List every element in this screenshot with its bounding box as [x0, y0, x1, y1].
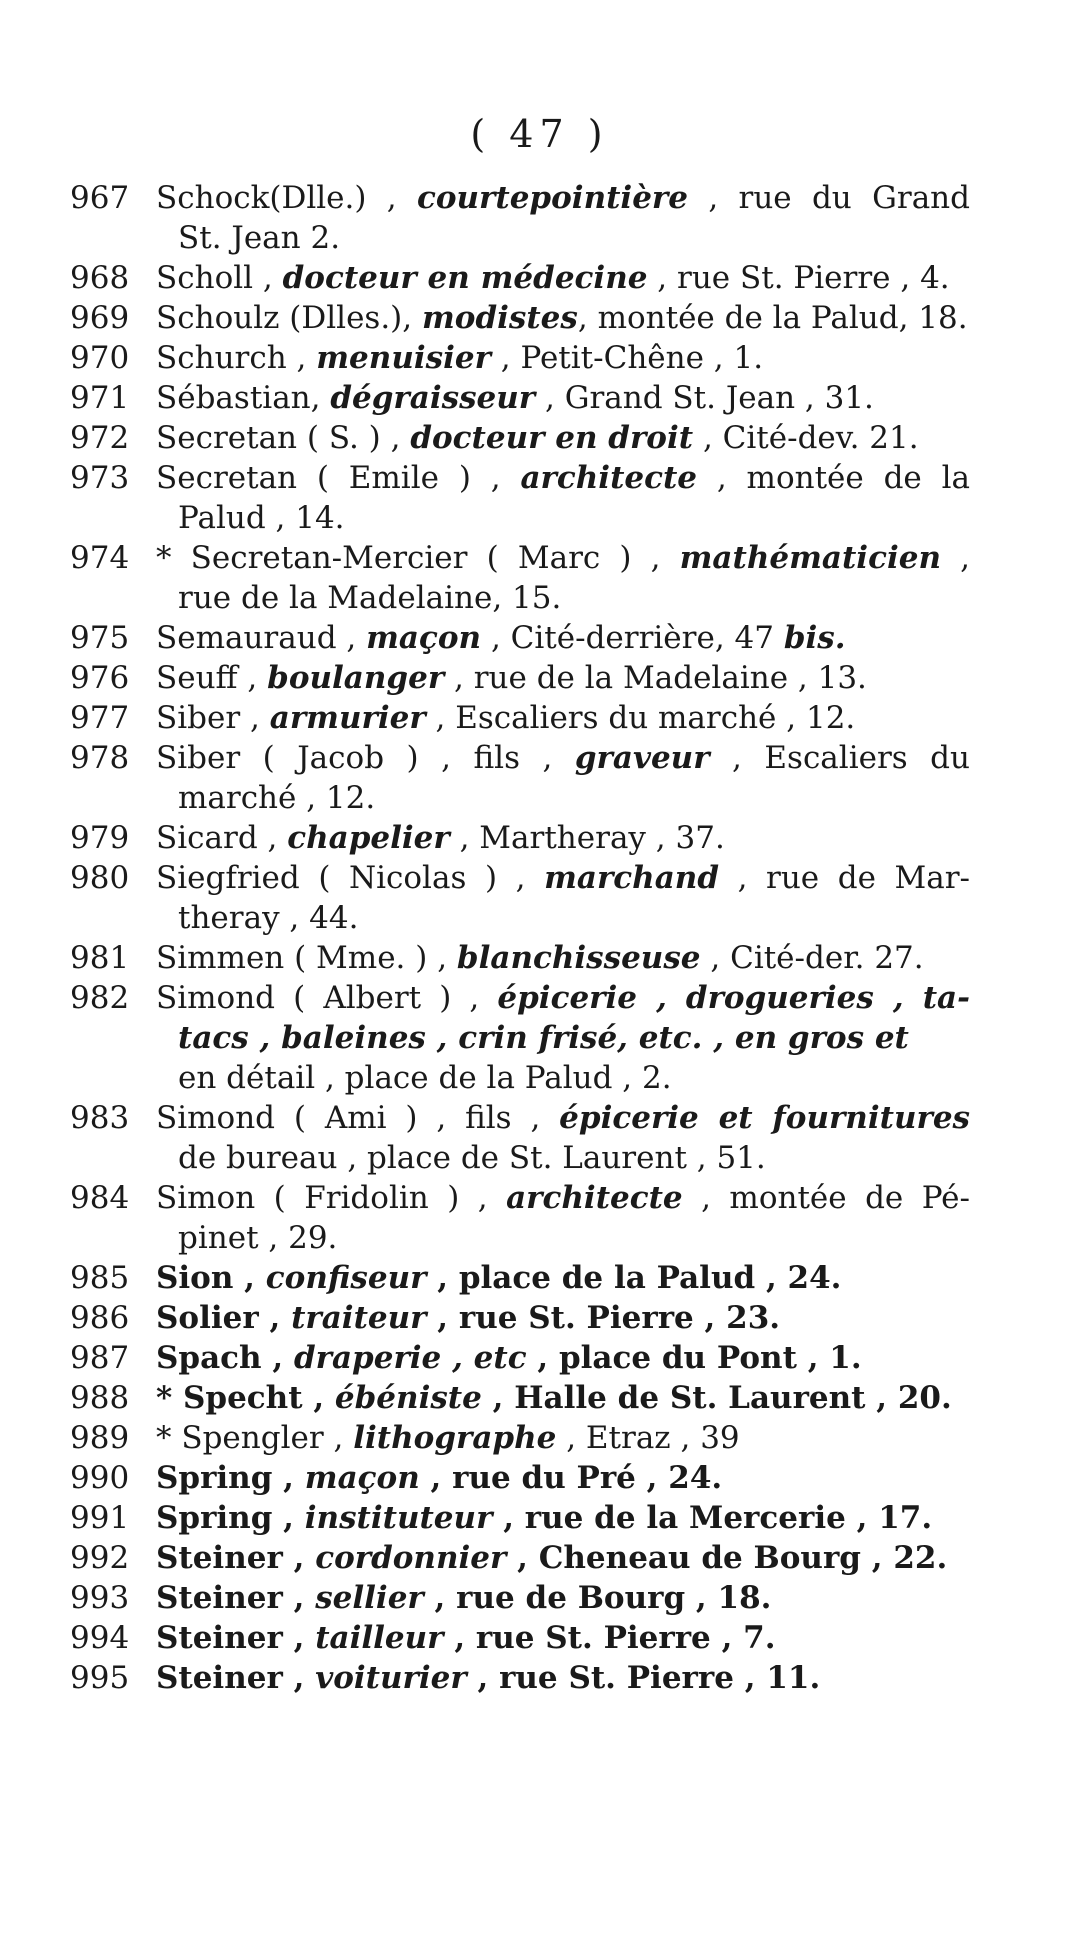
- entry-address: , rue St. Pierre , 11.: [466, 1660, 821, 1696]
- entry-text: [156, 1298, 970, 1338]
- entry-line: [156, 458, 970, 498]
- entry-name: Siegfried ( Nicolas ) ,: [156, 860, 545, 896]
- entry-text: [156, 698, 970, 738]
- entry-text: [156, 618, 970, 658]
- entry-name: Secretan ( Emile ) ,: [156, 460, 521, 496]
- entry-text: [156, 1178, 970, 1258]
- entry-text: [156, 978, 970, 1098]
- entry-address: , rue St. Pierre , 23.: [426, 1300, 781, 1336]
- entry-number: 982: [70, 980, 130, 1016]
- entry-line: [156, 1378, 970, 1418]
- entry-number: 992: [70, 1540, 130, 1576]
- entry-address: , rue du Grand: [687, 180, 970, 216]
- entry-line: [156, 1098, 970, 1138]
- entry-line: [156, 978, 970, 1018]
- entry-address: , rue de Bourg , 18.: [423, 1580, 772, 1616]
- entry-profession: courtepointière: [416, 180, 688, 216]
- entry-number: 979: [70, 820, 130, 856]
- directory-entry: [70, 978, 970, 1098]
- entry-address: , rue de la Mercerie , 17.: [492, 1500, 933, 1536]
- directory-entry: [70, 1578, 970, 1618]
- entry-number: 973: [70, 460, 130, 496]
- entry-address: , montée de Pé-: [682, 1180, 970, 1216]
- entry-name: Seuff ,: [156, 660, 268, 696]
- entry-text: [156, 338, 970, 378]
- entry-profession: architecte: [506, 1180, 683, 1216]
- entry-profession: architecte: [520, 460, 698, 496]
- entry-profession: voiturier: [315, 1660, 467, 1696]
- entry-text: [156, 458, 970, 538]
- entry-line: [156, 1578, 970, 1618]
- entry-text: [156, 1498, 970, 1538]
- entry-continuation: marché , 12.: [178, 780, 376, 816]
- entry-profession: instituteur: [304, 1500, 493, 1536]
- entry-profession: cordonnier: [315, 1540, 507, 1576]
- entry-address: , Escaliers du: [709, 740, 970, 776]
- entry-profession: lithographe: [353, 1420, 557, 1456]
- entry-profession: menuisier: [316, 340, 491, 376]
- entry-continuation: rue de la Madelaine, 15.: [178, 580, 562, 616]
- directory-entry: [70, 938, 970, 978]
- directory-entries: [70, 178, 970, 1698]
- entry-name: Scholl ,: [156, 260, 283, 296]
- entry-name: Schock(Dlle.) ,: [156, 180, 417, 216]
- entry-profession: épicerie et fournitures: [559, 1100, 970, 1136]
- entry-address: , rue St. Pierre , 4.: [647, 260, 950, 296]
- directory-entry: [70, 738, 970, 818]
- entry-number: 971: [70, 380, 130, 416]
- entry-text: [156, 938, 970, 978]
- entry-line: [156, 1178, 970, 1218]
- entry-continuation: theray , 44.: [178, 900, 359, 936]
- entry-number: 986: [70, 1300, 130, 1336]
- entry-text: [156, 1098, 970, 1178]
- entry-number: 991: [70, 1500, 130, 1536]
- entry-name: Simond ( Albert ) ,: [156, 980, 498, 1016]
- entry-continuation: en détail , place de la Palud , 2.: [178, 1060, 672, 1096]
- entry-number: 995: [70, 1660, 130, 1696]
- entry-line: [156, 698, 970, 738]
- entry-profession: bis.: [783, 620, 846, 656]
- entry-address: , Petit-Chêne , 1.: [490, 340, 764, 376]
- entry-address: , Etraz , 39: [556, 1420, 740, 1456]
- entry-line: [156, 298, 970, 338]
- entry-address: , place du Pont , 1.: [526, 1340, 862, 1376]
- entry-name: * Specht ,: [156, 1380, 335, 1416]
- directory-entry: [70, 418, 970, 458]
- entry-profession: sellier: [315, 1580, 424, 1616]
- entry-line: [156, 1258, 970, 1298]
- entry-text: [156, 1458, 970, 1498]
- directory-entry: [70, 258, 970, 298]
- entry-name: Solier ,: [156, 1300, 292, 1336]
- entry-text: [156, 738, 970, 818]
- directory-entry: [70, 1618, 970, 1658]
- entry-name: Steiner ,: [156, 1580, 316, 1616]
- entry-name: Sébastian,: [156, 380, 331, 416]
- entry-name: Spring ,: [156, 1500, 305, 1536]
- entry-number: 994: [70, 1620, 130, 1656]
- entry-line: [156, 618, 970, 658]
- entry-name: Steiner ,: [156, 1540, 316, 1576]
- entry-number: 981: [70, 940, 130, 976]
- entry-address: , Grand St. Jean , 31.: [535, 380, 874, 416]
- entry-number: 987: [70, 1340, 130, 1376]
- entry-line: [156, 1338, 970, 1378]
- entry-profession: blanchisseuse: [456, 940, 701, 976]
- entry-name: Sion ,: [156, 1260, 266, 1296]
- entry-profession: épicerie , drogueries , ta-: [497, 980, 970, 1016]
- entry-profession: armurier: [269, 700, 426, 736]
- entry-name: Simon ( Fridolin ) ,: [156, 1180, 507, 1216]
- entry-line: [156, 658, 970, 698]
- directory-entry: [70, 178, 970, 258]
- entry-text: [156, 178, 970, 258]
- entry-name: Spring ,: [156, 1460, 305, 1496]
- entry-number: 967: [70, 180, 130, 216]
- entry-line: [156, 378, 970, 418]
- entry-number: 980: [70, 860, 130, 896]
- entry-continuation: tacs , baleines , crin frisé, etc. , en gros et: [178, 1020, 909, 1056]
- directory-entry: [70, 1658, 970, 1698]
- entry-name: * Secretan-Mercier ( Marc ) ,: [156, 540, 680, 576]
- entry-line: [156, 1498, 970, 1538]
- entry-text: [156, 1338, 970, 1378]
- entry-name: Secretan ( S. ) ,: [156, 420, 411, 456]
- entry-address: , place de la Palud , 24.: [426, 1260, 842, 1296]
- entry-text: [156, 538, 970, 618]
- entry-number: 974: [70, 540, 130, 576]
- entry-continuation: de bureau , place de St. Laurent , 51.: [178, 1140, 766, 1176]
- entry-text: [156, 1618, 970, 1658]
- entry-profession: dégraisseur: [330, 380, 536, 416]
- entry-address: ,: [941, 540, 970, 576]
- entry-line: [156, 1418, 970, 1458]
- entry-name: Semauraud ,: [156, 620, 367, 656]
- directory-entry: [70, 1378, 970, 1418]
- directory-entry: [70, 538, 970, 618]
- entry-profession: chapelier: [287, 820, 450, 856]
- directory-entry: [70, 1538, 970, 1578]
- entry-continuation: Palud , 14.: [178, 500, 345, 536]
- directory-entry: [70, 1298, 970, 1338]
- entry-number: 977: [70, 700, 130, 736]
- entry-text: [156, 1258, 970, 1298]
- entry-name: Steiner ,: [156, 1660, 316, 1696]
- entry-profession: boulanger: [267, 660, 445, 696]
- directory-entry: [70, 458, 970, 538]
- directory-entry: [70, 1458, 970, 1498]
- entry-profession: docteur en droit: [410, 420, 694, 456]
- entry-text: [156, 298, 970, 338]
- directory-entry: [70, 1258, 970, 1298]
- entry-name: Simond ( Ami ) , fils ,: [156, 1100, 560, 1136]
- entry-line: [156, 1458, 970, 1498]
- entry-name: Spach ,: [156, 1340, 294, 1376]
- entry-number: 976: [70, 660, 130, 696]
- entry-profession: docteur en médecine: [282, 260, 648, 296]
- entry-address: , rue du Pré , 24.: [419, 1460, 723, 1496]
- entry-profession: modistes: [421, 300, 578, 336]
- entry-number: 989: [70, 1420, 130, 1456]
- entry-line: [156, 738, 970, 778]
- entry-address: , rue de la Madelaine , 13.: [444, 660, 867, 696]
- entry-text: [156, 1378, 970, 1418]
- entry-name: Sicard ,: [156, 820, 288, 856]
- directory-entry: [70, 378, 970, 418]
- directory-entry: [70, 698, 970, 738]
- entry-address: , rue St. Pierre , 7.: [443, 1620, 776, 1656]
- directory-entry: [70, 1098, 970, 1178]
- entry-text: [156, 1418, 970, 1458]
- entry-line: [156, 1658, 970, 1698]
- directory-entry: [70, 1178, 970, 1258]
- entry-number: 985: [70, 1260, 130, 1296]
- entry-profession: maçon: [304, 1460, 420, 1496]
- directory-entry: [70, 298, 970, 338]
- entry-line: [156, 538, 970, 578]
- entry-address: , montée de la Palud, 18.: [577, 300, 968, 336]
- entry-number: 990: [70, 1460, 130, 1496]
- entry-profession: draperie , etc: [293, 1340, 527, 1376]
- page-number: ( 47 ): [470, 112, 609, 156]
- entry-text: [156, 1578, 970, 1618]
- entry-text: [156, 418, 970, 458]
- entry-number: 969: [70, 300, 130, 336]
- entry-name: Steiner ,: [156, 1620, 316, 1656]
- entry-number: 978: [70, 740, 130, 776]
- entry-name: * Spengler ,: [156, 1420, 354, 1456]
- entry-number: 984: [70, 1180, 130, 1216]
- entry-profession: graveur: [574, 740, 710, 776]
- entry-address: , Escaliers du marché , 12.: [425, 700, 856, 736]
- directory-entry: [70, 658, 970, 698]
- entry-address: , Cité-dev. 21.: [693, 420, 919, 456]
- entry-address: , Cité-derrière, 47: [481, 620, 784, 656]
- entry-name: Siber ,: [156, 700, 270, 736]
- entry-text: [156, 858, 970, 938]
- entry-text: [156, 1538, 970, 1578]
- entry-text: [156, 378, 970, 418]
- entry-continuation: pinet , 29.: [178, 1220, 338, 1256]
- entry-address: , Cité-der. 27.: [700, 940, 924, 976]
- entry-line: [156, 258, 970, 298]
- entry-line: [156, 1298, 970, 1338]
- entry-profession: traiteur: [291, 1300, 427, 1336]
- entry-profession: mathématicien: [679, 540, 941, 576]
- entry-profession: marchand: [544, 860, 719, 896]
- entry-number: 968: [70, 260, 130, 296]
- entry-line: [156, 858, 970, 898]
- entry-text: [156, 1658, 970, 1698]
- entry-address: , Halle de St. Laurent , 20.: [481, 1380, 952, 1416]
- entry-name: Simmen ( Mme. ) ,: [156, 940, 457, 976]
- entry-address: , Cheneau de Bourg , 22.: [506, 1540, 948, 1576]
- directory-entry: [70, 1418, 970, 1458]
- directory-entry: [70, 618, 970, 658]
- entry-continuation: St. Jean 2.: [178, 220, 341, 256]
- entry-number: 970: [70, 340, 130, 376]
- entry-text: [156, 258, 970, 298]
- directory-entry: [70, 858, 970, 938]
- entry-line: [156, 938, 970, 978]
- entry-text: [156, 658, 970, 698]
- entry-number: 993: [70, 1580, 130, 1616]
- entry-line: [156, 1538, 970, 1578]
- directory-entry: [70, 1498, 970, 1538]
- directory-entry: [70, 1338, 970, 1378]
- entry-name: Schurch ,: [156, 340, 317, 376]
- entry-profession: ébéniste: [334, 1380, 482, 1416]
- entry-profession: maçon: [366, 620, 482, 656]
- entry-address: , rue de Mar-: [719, 860, 971, 896]
- entry-number: 988: [70, 1380, 130, 1416]
- directory-entry: [70, 338, 970, 378]
- entry-line: [156, 178, 970, 218]
- entry-line: [156, 338, 970, 378]
- entry-text: [156, 818, 970, 858]
- entry-profession: tailleur: [315, 1620, 444, 1656]
- directory-entry: [70, 818, 970, 858]
- entry-name: Siber ( Jacob ) , fils ,: [156, 740, 575, 776]
- entry-number: 972: [70, 420, 130, 456]
- entry-line: [156, 818, 970, 858]
- entry-address: , montée de la: [697, 460, 970, 496]
- entry-address: , Martheray , 37.: [449, 820, 725, 856]
- entry-line: [156, 1618, 970, 1658]
- entry-number: 983: [70, 1100, 130, 1136]
- entry-name: Schoulz (Dlles.),: [156, 300, 422, 336]
- entry-number: 975: [70, 620, 130, 656]
- entry-line: [156, 418, 970, 458]
- entry-profession: confiseur: [265, 1260, 427, 1296]
